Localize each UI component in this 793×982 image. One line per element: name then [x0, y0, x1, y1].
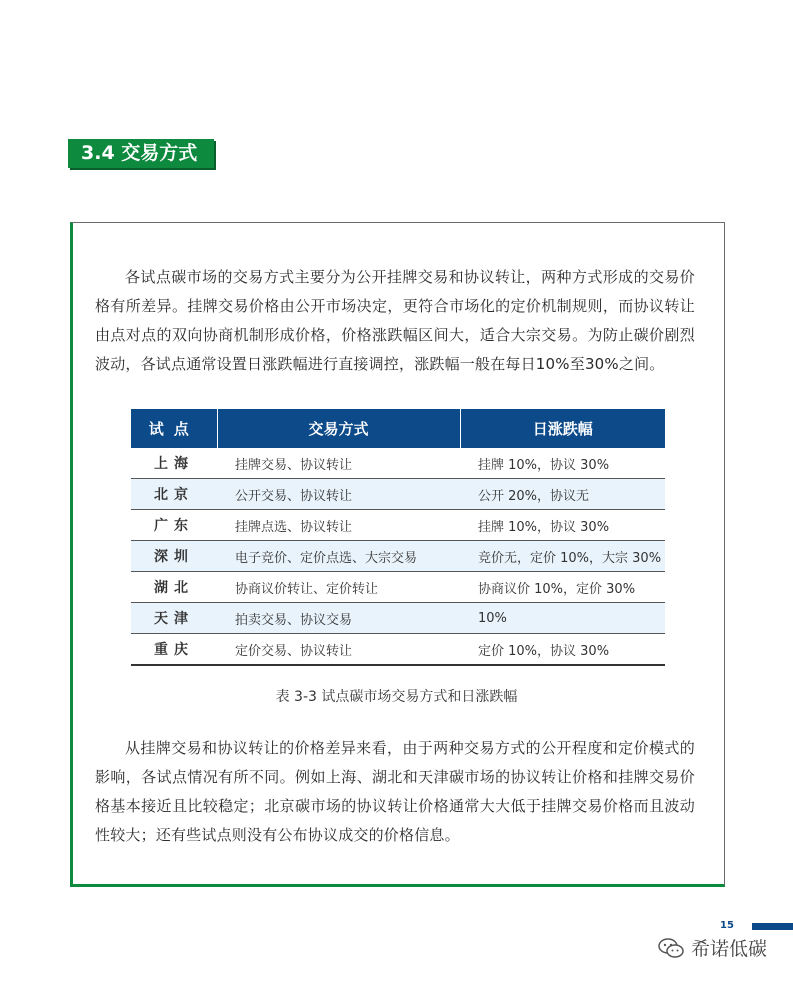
footer-bar	[752, 923, 793, 930]
cell-pilot: 深圳	[131, 541, 217, 572]
cell-pilot: 湖北	[131, 572, 217, 603]
table-row	[131, 479, 665, 510]
table-row	[131, 634, 665, 666]
conclusion-paragraph: 从挂牌交易和协议转让的价格差异来看，由于两种交易方式的公开程度和定价模式的影响，各试点情况有所不同。例如上海、湖北和天津碳市场的协议转让价格和挂牌交易价格基本接近且比较稳定；北京碳市场的协议转让价格通常大大低于挂牌交易价格而且波动性较大；还有些试点则没有公布协议成交的价格信息。	[95, 739, 695, 844]
table-row	[131, 572, 665, 603]
table-header-row	[131, 409, 665, 448]
cell-range: 10%	[460, 603, 665, 634]
wechat-icon	[657, 937, 685, 959]
cell-method: 定价交易、协议转让	[217, 634, 460, 666]
page-number: 15	[720, 920, 734, 931]
cell-pilot: 广东	[131, 510, 217, 541]
cell-range: 定价 10%，协议 30%	[460, 634, 665, 666]
table-row	[131, 510, 665, 541]
header-range: 日涨跌幅	[460, 409, 665, 448]
cell-method: 电子竞价、定价点选、大宗交易	[217, 541, 460, 572]
cell-range: 挂牌 10%，协议 30%	[460, 448, 665, 479]
cell-method: 公开交易、协议转让	[217, 479, 460, 510]
cell-pilot: 上海	[131, 448, 217, 479]
watermark	[657, 934, 767, 961]
cell-method: 拍卖交易、协议交易	[217, 603, 460, 634]
table-caption: 表 3-3 试点碳市场交易方式和日涨跌幅	[275, 689, 518, 705]
cell-method: 协商议价转让、定价转让	[217, 572, 460, 603]
cell-range: 挂牌 10%，协议 30%	[460, 510, 665, 541]
header-pilot: 试点	[131, 409, 217, 448]
cell-pilot: 北京	[131, 479, 217, 510]
section-title: 3.4 交易方式	[68, 139, 214, 168]
header-method: 交易方式	[217, 409, 460, 448]
cell-pilot: 天津	[131, 603, 217, 634]
trading-methods-table	[131, 409, 665, 666]
cell-method: 挂牌点选、协议转让	[217, 510, 460, 541]
cell-range: 协商议价 10%，定价 30%	[460, 572, 665, 603]
intro-paragraph: 各试点碳市场的交易方式主要分为公开挂牌交易和协议转让，两种方式形成的交易价格有所差异。挂牌交易价格由公开市场决定，更符合市场化的定价机制规则，而协议转让由点对点的双向协商机制形成价格，价格涨跌幅区间大，适合大宗交易。为防止碳价剧烈波动，各试点通常设置日涨跌幅进行直接调控，涨跌幅一般在每日10%至30%之间。	[95, 268, 695, 373]
cell-pilot: 重庆	[131, 634, 217, 666]
cell-range: 竞价无，定价 10%，大宗 30%	[460, 541, 665, 572]
cell-method: 挂牌交易、协议转让	[217, 448, 460, 479]
table-row	[131, 603, 665, 634]
table-row	[131, 448, 665, 479]
watermark-text: 希诺低碳	[691, 938, 768, 960]
table-row	[131, 541, 665, 572]
cell-range: 公开 20%，协议无	[460, 479, 665, 510]
